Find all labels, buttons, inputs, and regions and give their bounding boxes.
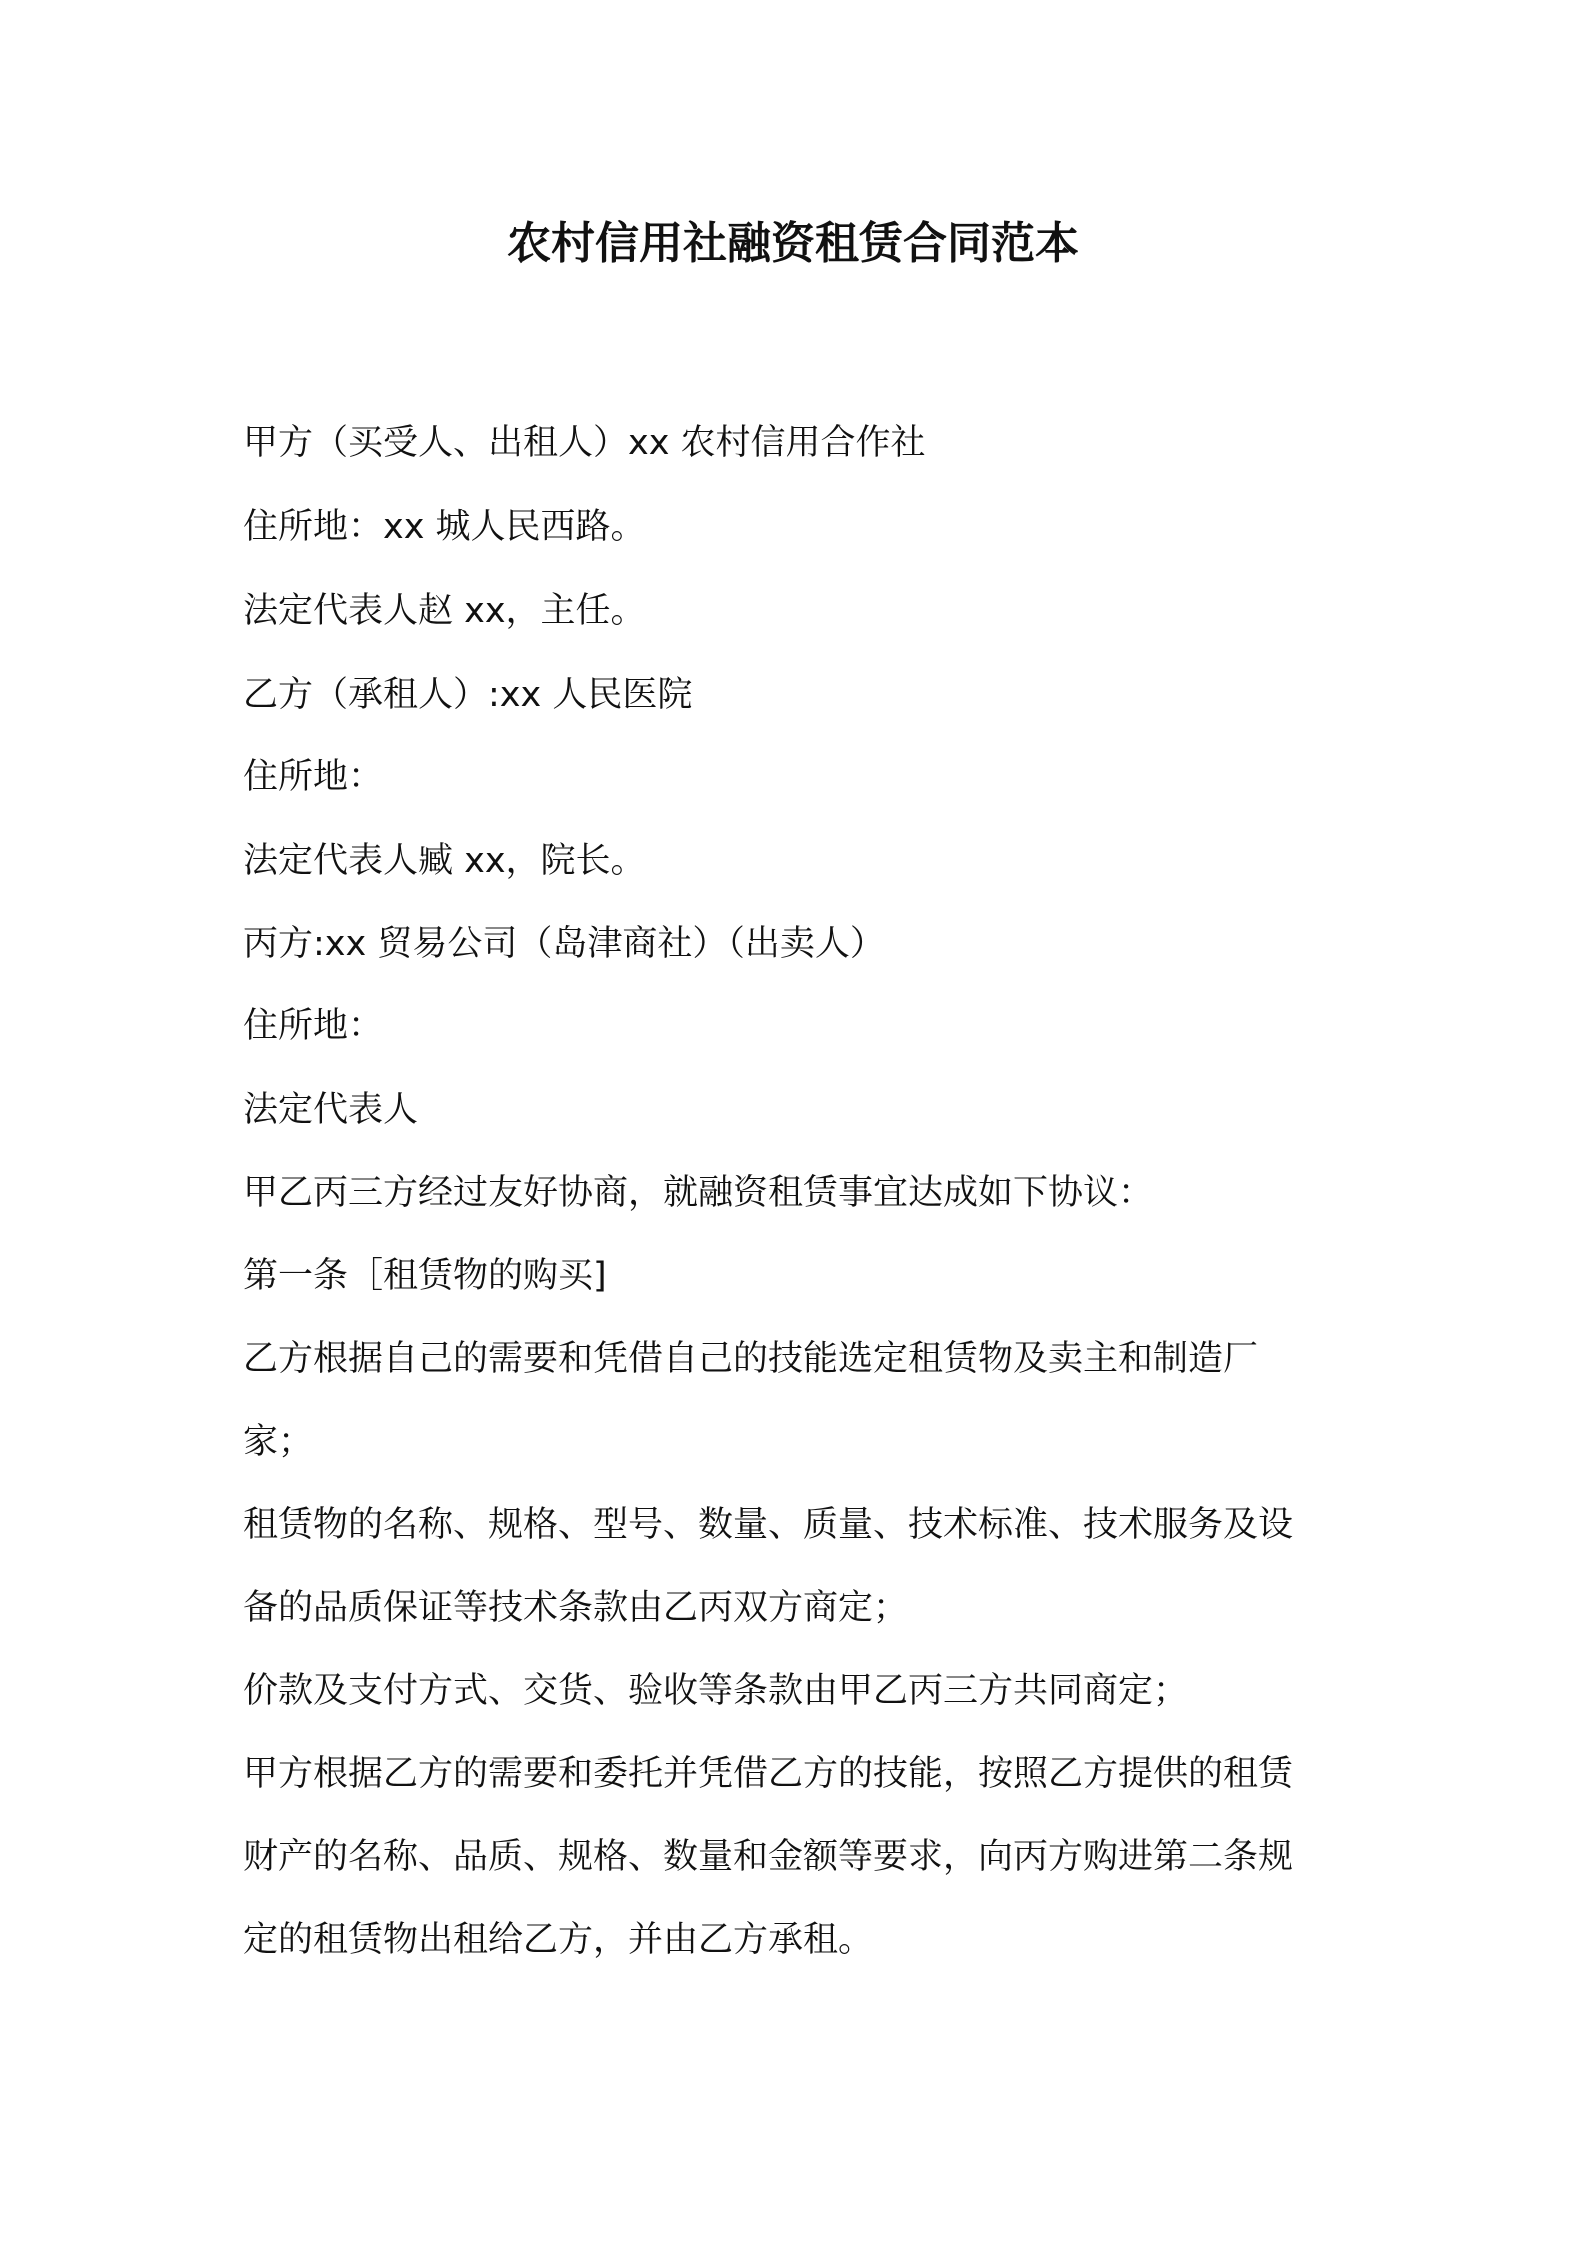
party-b-address-line: 住所地：: [243, 757, 384, 797]
paragraph-line: 租赁物的名称、规格、型号、数量、质量、技术标准、技术服务及设: [243, 1505, 1294, 1545]
party-a-address-line: 住所地：xx 城人民西路。: [243, 507, 646, 547]
paragraph-line: 家；: [243, 1422, 314, 1462]
document-title: 农村信用社融资租赁合同范本: [507, 218, 1079, 269]
paragraph-line: 价款及支付方式、交货、验收等条款由甲乙丙三方共同商定；: [243, 1671, 1189, 1711]
paragraph-line: 甲方根据乙方的需要和委托并凭借乙方的技能，按照乙方提供的租赁: [243, 1754, 1294, 1794]
party-a-line: 甲方（买受人、出租人）xx 农村信用合作社: [243, 423, 926, 463]
party-c-representative-line: 法定代表人: [243, 1090, 419, 1130]
paragraph-line: 定的租赁物出租给乙方，并由乙方承租。: [243, 1920, 874, 1960]
party-a-representative-line: 法定代表人赵 xx，主任。: [243, 591, 646, 631]
paragraph-line: 乙方根据自己的需要和凭借自己的技能选定租赁物及卖主和制造厂: [243, 1339, 1259, 1379]
party-c-address-line: 住所地：: [243, 1006, 384, 1046]
paragraph-line: 财产的名称、品质、规格、数量和金额等要求，向丙方购进第二条规: [243, 1837, 1294, 1877]
agreement-intro-line: 甲乙丙三方经过友好协商，就融资租赁事宜达成如下协议：: [243, 1173, 1154, 1213]
party-b-representative-line: 法定代表人臧 xx，院长。: [243, 841, 646, 881]
party-c-line: 丙方:xx 贸易公司（岛津商社）（出卖人）: [243, 924, 885, 964]
article-one-heading: 第一条［租赁物的购买]: [243, 1256, 607, 1296]
paragraph-line: 备的品质保证等技术条款由乙丙双方商定；: [243, 1588, 909, 1628]
party-b-line: 乙方（承租人）:xx 人民医院: [243, 675, 693, 715]
